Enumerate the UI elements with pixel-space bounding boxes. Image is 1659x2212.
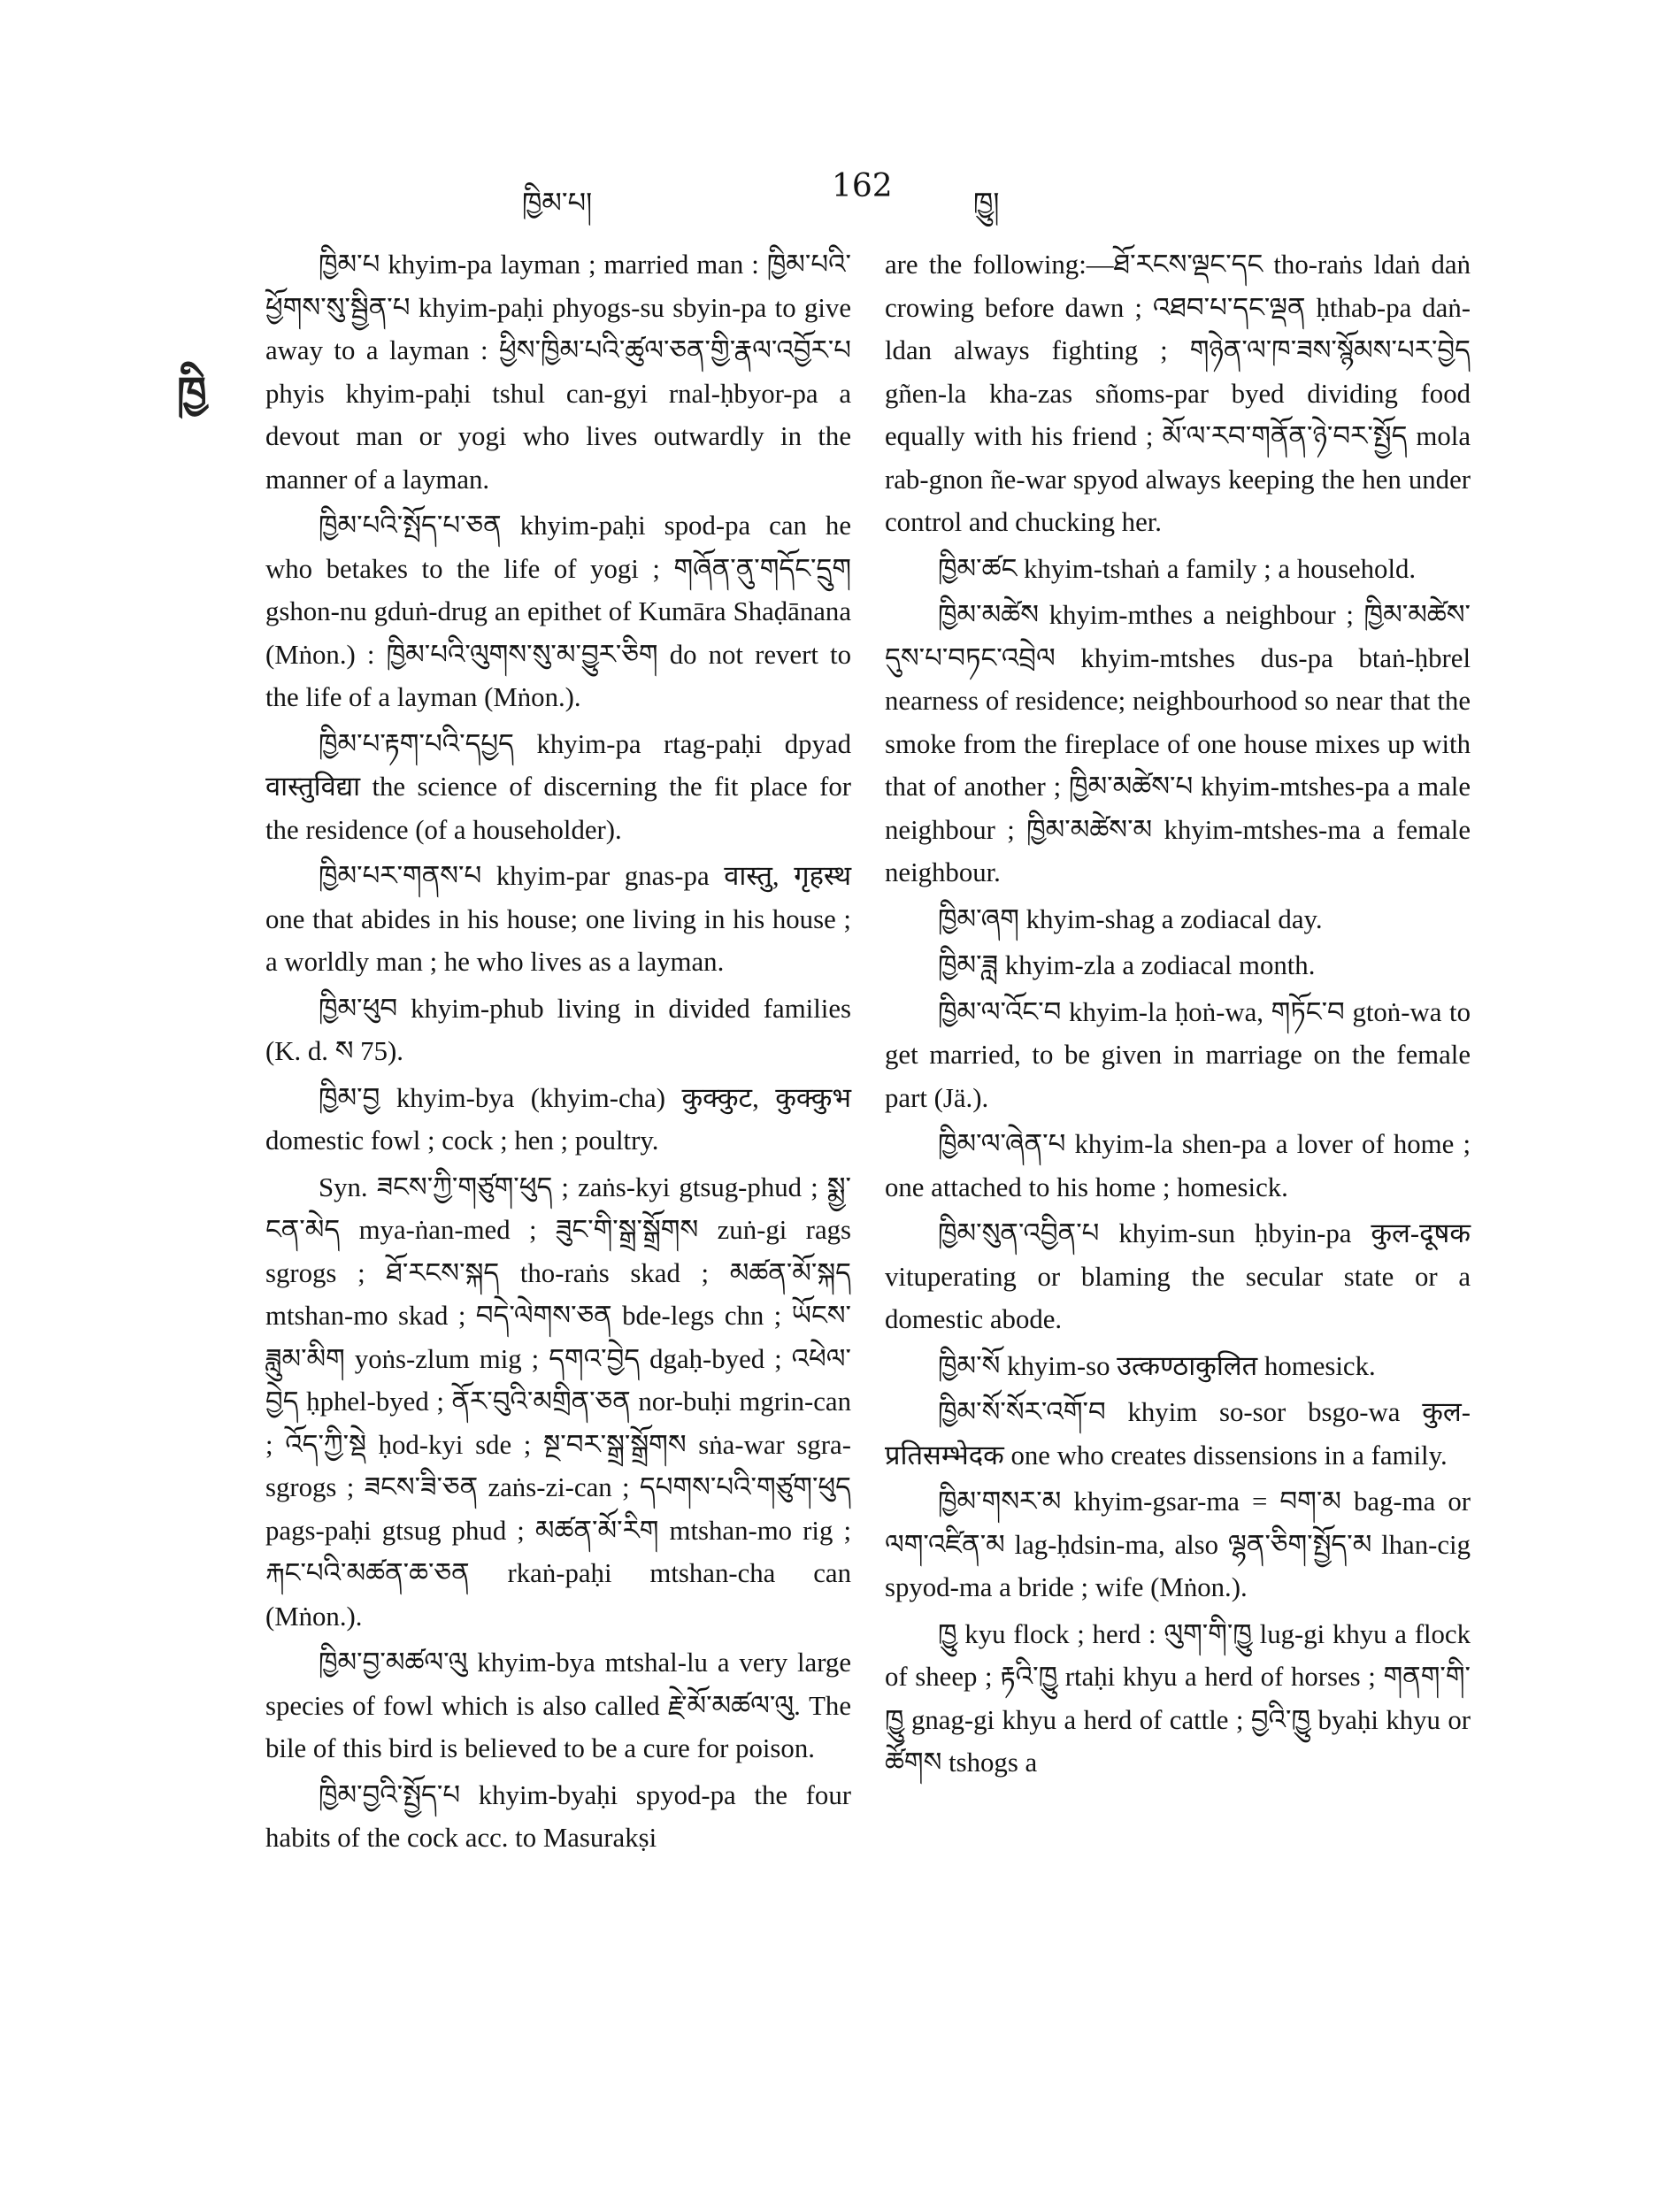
- entry: ཁྱིམ་པ་རྟག་པའི་དཔྱད khyim-pa rtag-paḥi dpyad वास्तुविद्या the science of discerning the fit place for the residence (of a householder).: [265, 728, 851, 845]
- entry: ཁྱིམ་པར་གནས་པ khyim-par gnas-pa वास्तु, गृहस्थ one that abides in his house; one living in his house ; a worldly man ; he who lives as a layman.: [265, 861, 851, 977]
- page-header: [0, 168, 1659, 221]
- entry: ཁྱུ kyu flock ; herd : ལུག་གི་ཁྱུ lug-gi khyu a flock of sheep ; རྟའི་ཁྱུ rtaḥi khyu a herd of horses ; གནག་གི་ཁྱུ gnag-gi khyu a herd of cattle ; བྱའི་ཁྱུ byaḥi khyu or ཚོགས tshogs a: [885, 1618, 1471, 1778]
- entry: ཁྱིམ་སོ་སོར་འགོ་བ khyim so-sor bsgo-wa कुल-प्रतिसम्भेदक one who creates dissensions in a family.: [885, 1397, 1471, 1471]
- page-number: 162: [832, 168, 893, 204]
- entry: ཁྱིམ་ལ་ཞེན་པ khyim-la shen-pa a lover of home ; one attached to his home ; homesick.: [885, 1129, 1471, 1202]
- entry: ཁྱིམ་སུན་འབྱིན་པ khyim-sun ḥbyin-pa कुल-दूषक vituperating or blaming the secular state or a domestic abode.: [885, 1218, 1471, 1334]
- entry-continuation: are the following:—ཐོ་རངས་ལྡང་དང tho-raṅs ldaṅ daṅ crowing before dawn ; འཐབ་པ་དང་ལྡན ḥthab-pa daṅ-ldan always fighting ; གཉེན་ལ་ཁ་ཟས་སྙོམས་པར་བྱེད gñen-la kha-zas sñoms-par byed dividing food equally with his friend ; མོ་ལ་རབ་གནོན་ཉེ་བར་སྤྱོད mola rab-gnon ñe-war spyod always keeping the hen under control and chucking her.: [885, 250, 1471, 537]
- entry: ཁྱིམ་བྱ khyim-bya (khyim-cha) कुक्कुट, कुक्कुभ domestic fowl ; cock ; hen ; poultry.: [265, 1082, 851, 1156]
- entry: ཁྱིམ་བྱ་མཚལ་ལུ khyim-bya mtshal-lu a very large species of fowl which is also called རྗེ་མོ་མཚལ་ལུ. The bile of this bird is believed to be a cure for poison.: [265, 1647, 851, 1763]
- entry: ཁྱིམ་པ khyim-pa layman ; married man : ཁྱིམ་པའི་ཕྱོགས་སུ་སྦྱིན་པ khyim-paḥi phyogs-su sbyin-pa to give away to a layman : ཕྱིས་ཁྱིམ་པའི་ཚུལ་ཅན་གྱི་རྣལ་འབྱོར་པ phyis khyim-paḥi tshul can-gyi rnal-ḥbyor-pa a devout man or yogi who lives outwardly in the manner of a layman.: [265, 250, 851, 495]
- left-column: [265, 243, 851, 1863]
- entry: ཁྱིམ་ཚང khyim-tshaṅ a family ; a household.: [938, 553, 1417, 584]
- entry: ཁྱིམ་ལ་འོང་བ khyim-la ḥoṅ-wa, གཏོང་བ gtoṅ-wa to get married, to be given in marriage on the female part (Jä.).: [885, 996, 1471, 1113]
- header-right-word: ཁྱུ།: [973, 186, 1000, 219]
- entry: ཁྱིམ་བྱའི་སྤྱོད་པ khyim-byaḥi spyod-pa the four habits of the cock acc. to Masurakṣi: [265, 1779, 851, 1853]
- thumb-index-glyph: ཁྱི: [177, 368, 204, 418]
- right-column: [885, 243, 1471, 1788]
- entry: ཁྱིམ་ཟླ khyim-zla a zodiacal month.: [938, 950, 1316, 980]
- entry: ཁྱིམ་པའི་སྤོད་པ་ཅན khyim-paḥi spod-pa can he who betakes to the life of yogi ; གཞོན་ནུ་གདོང་དྲུག gshon-nu gduṅ-drug an epithet of Kumāra Shaḍānana (Mṅon.) : ཁྱིམ་པའི་ལུགས་སུ་མ་བྱུར་ཅིག do not revert to the life of a layman (Mṅon.).: [265, 511, 851, 712]
- entry: Syn. ཟངས་ཀྱི་གཙུག་ཕུད ; zaṅs-kyi gtsug-phud ; སྨྱ་ངན་མེད mya-ṅan-med ; ཟུང་གི་སྒྲ་སྒྲོགས zuṅ-gi rags sgrogs ; ཐོ་རངས་སྐད tho-raṅs skad ; མཚན་མོ་སྐད mtshan-mo skad ; བདེ་ལེགས་ཅན bde-legs chn ; ཡོངས་ཟླུམ་མིག yoṅs-zlum mig ; དགའ་བྱེད dgaḥ-byed ; འཕེལ་བྱེད ḥphel-byed ; ནོར་བུའི་མགྲིན་ཅན nor-buḥi mgrin-can ; འོད་ཀྱི་སྡེ ḥod-kyi sde ; སྔ་བར་སྒྲ་སྒྲོགས sṅa-war sgra-sgrogs ; ཟངས་ཟི་ཅན zaṅs-zi-can ; དཔགས་པའི་གཙུག་ཕུད pags-paḥi gtsug phud ; མཚན་མོ་རིག mtshan-mo rig ; རྐང་པའི་མཚན་ཆ་ཅན rkaṅ-paḥi mtshan-cha can (Mṅon.).: [265, 1171, 851, 1632]
- entry: ཁྱིམ་གསར་མ khyim-gsar-ma = བག་མ bag-ma or ལག་འཛིན་མ lag-ḥdsin-ma, also ལྷན་ཅིག་སྤྱོད་མ lhan-cig spyod-ma a bride ; wife (Mṅon.).: [885, 1486, 1471, 1602]
- entry: ཁྱིམ་སོ khyim-so उत्कण्ठाकुलित homesick.: [938, 1350, 1376, 1381]
- entry: ཁྱིམ་ཕུབ khyim-phub living in divided families (K. d. ས 75).: [265, 993, 851, 1066]
- thumb-index: [177, 345, 257, 418]
- header-left-word: ཁྱིམ་པ།: [522, 186, 593, 219]
- entry: ཁྱིམ་ཞག khyim-shag a zodiacal day.: [938, 903, 1323, 934]
- entry: ཁྱིམ་མཚེས khyim-mthes a neighbour ; ཁྱིམ་མཚེས་དུས་པ་བཏང་འབྲེལ khyim-mtshes dus-pa btaṅ-ḥbrel nearness of residence; neighbourhood so near that the smoke from the fireplace of one house mixes up with that of another ; ཁྱིམ་མཚེས་པ khyim-mtshes-pa a male neighbour ; ཁྱིམ་མཚེས་མ khyim-mtshes-ma a female neighbour.: [885, 600, 1471, 887]
